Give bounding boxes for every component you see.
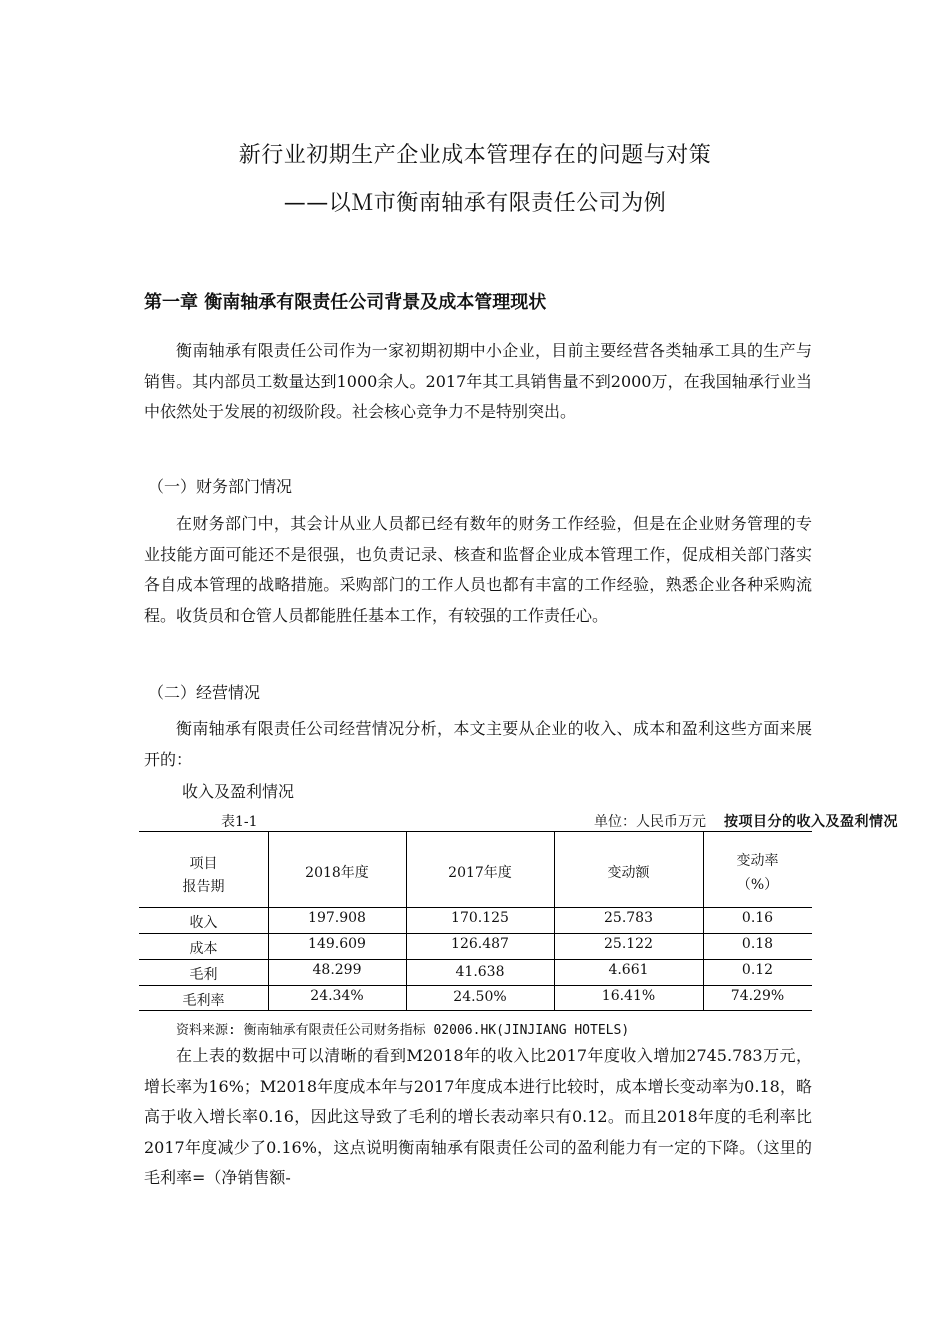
intro-paragraph: 衡南轴承有限责任公司作为一家初期初期中小企业，目前主要经营各类轴承工具的生产与销售。其内部员工数量达到1000余人。2017年其工具销售量不到2000万，在我国轴承行业当中依然处于发展的初级阶段。社会核心竞争力不是特别突出。: [144, 341, 812, 421]
table-source-note: 资料来源: 衡南轴承有限责任公司财务指标 02006.HK(JINJIANG HOTELS): [176, 1023, 630, 1038]
row-divider: [139, 933, 812, 934]
table-top-rule: [139, 831, 812, 832]
row-label: 毛利: [189, 967, 218, 983]
cell-change: 25.122: [604, 936, 653, 952]
table-number: 表1-1: [221, 814, 258, 830]
header-rate: 变动率: [736, 853, 779, 869]
analysis-paragraph: 在上表的数据中可以清晰的看到M2018年的收入比2017年度收入增加2745.783万元，增长率为16%；M2018年度成本年与2017年度成本进行比较时，成本增长变动率为0.18，略高于收入增长率0.16，因此这导致了毛利的增长表动率只有0.12。而且2018年度的毛利率比2017年度减少了0.16%，这点说明衡南轴承有限责任公司的盈利能力有一定的下降。（这里的毛利率=（净销售额-: [144, 1046, 812, 1187]
header-period-label: 报告期: [182, 879, 225, 895]
cell-change: 4.661: [608, 962, 649, 978]
table-unit: 单位：人民币万元: [594, 814, 706, 830]
table-bottom-rule: [139, 1010, 812, 1011]
row-label: 收入: [189, 915, 218, 931]
header-2018: 2018年度: [305, 865, 369, 881]
chapter-heading: 第一章 衡南轴承有限责任公司背景及成本管理现状: [144, 292, 547, 313]
header-divider: [139, 907, 812, 908]
header-change: 变动额: [607, 865, 650, 881]
cell-2017: 126.487: [451, 936, 509, 952]
cell-2018: 149.609: [308, 936, 366, 952]
cell-2017: 170.125: [451, 910, 509, 926]
cell-2018: 197.908: [308, 910, 366, 926]
section-heading-operations: （二）经营情况: [148, 683, 261, 702]
cell-change: 25.783: [604, 910, 653, 926]
header-rate-unit: （%）: [736, 877, 779, 893]
document-subtitle: ——以Ｍ市衡南轴承有限责任公司为例: [283, 191, 667, 216]
row-divider: [139, 985, 812, 986]
cell-rate: 0.12: [741, 962, 774, 978]
cell-2017: 41.638: [455, 964, 505, 980]
cell-2018: 24.34%: [310, 988, 364, 1004]
table-intro-label: 收入及盈利情况: [182, 782, 295, 801]
cell-rate: 0.16: [741, 910, 774, 926]
row-label: 成本: [189, 941, 218, 957]
cell-2017: 24.50%: [453, 989, 507, 1005]
header-item-label: 项目: [189, 856, 218, 872]
document-title: 新行业初期生产企业成本管理存在的问题与对策: [238, 143, 712, 168]
row-label: 毛利率: [182, 993, 225, 1009]
operations-paragraph: 衡南轴承有限责任公司经营情况分析，本文主要从企业的收入、成本和盈利这些方面来展开的：: [144, 719, 812, 769]
finance-paragraph: 在财务部门中，其会计从业人员都已经有数年的财务工作经验，但是在企业财务管理的专业技能方面可能还不是很强，也负责记录、核查和监督企业成本管理工作，促成相关部门落实各自成本管理的战略措施。采购部门的工作人员也都有丰富的工作经验，熟悉企业各种采购流程。收货员和仓管人员都能胜任基本工作，有较强的工作责任心。: [144, 514, 812, 625]
section-heading-finance: （一）财务部门情况: [148, 477, 293, 496]
header-2017: 2017年度: [448, 865, 512, 881]
cell-2018: 48.299: [312, 962, 362, 978]
row-divider: [139, 959, 812, 960]
table-caption: 按项目分的收入及盈利情况: [724, 814, 898, 830]
cell-rate: 74.29%: [730, 988, 785, 1004]
cell-rate: 0.18: [741, 936, 774, 952]
cell-change: 16.41%: [601, 988, 656, 1004]
